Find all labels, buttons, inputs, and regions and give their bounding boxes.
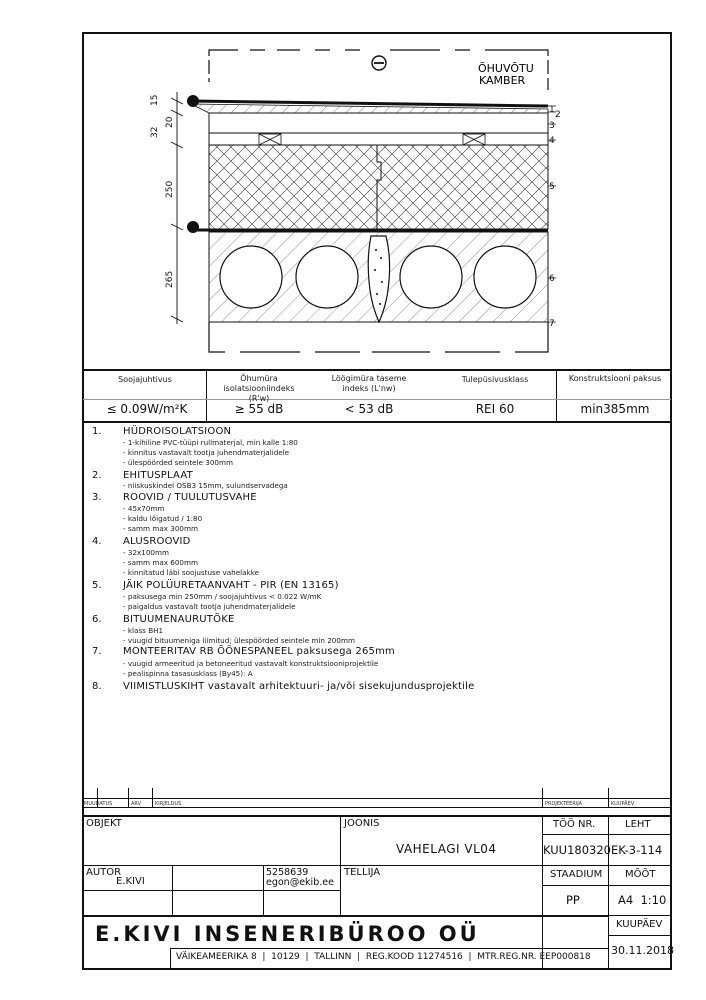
note-line: - vuugid armeeritud ja betoneeritud vastavalt konstruktsiooniprojektile (123, 659, 379, 668)
note-line: - kaldu lõigatud / 1:80 (123, 514, 203, 523)
tellija-label: TELLIJA (344, 867, 381, 878)
company-address: VÄIKEAMEERIKA 8 | 10129 | TALLINN | REG.KOOD 11274516 | MTR.REG.NR. EEP000818 (176, 952, 591, 962)
dim-20: 20 (165, 116, 175, 128)
moot-label: MÕÕT (625, 869, 656, 880)
note-title: MONTEERITAV RB ÕÕNESPANEEL paksusega 265mm (123, 646, 395, 657)
leht-value: EK-3-114 (611, 843, 663, 857)
kuupaev-value: 30.11.2018 (611, 944, 674, 957)
note-number: 3. (92, 492, 102, 503)
header-airborne: Õhumüra isolatsiooniindeks (R'w) (223, 374, 295, 403)
membrane-end-dot (187, 95, 199, 107)
rev-muudatus: MUUDATUS (84, 801, 113, 807)
note-line: - vuugid bituumeniga liimitud; ülespöörded seintele min 200mm (123, 636, 355, 645)
layer-numbers (549, 105, 561, 329)
staadium-label: STAADIUM (550, 869, 603, 880)
layer-number-7: 7 (549, 319, 555, 329)
kuupaev-label: KUUPÄEV (616, 919, 663, 930)
note-line: - 32x100mm (123, 548, 169, 557)
layer-number-2: 2 (555, 110, 561, 120)
insulation-layer (209, 145, 548, 229)
rev-kuupaev: KUUPÄEV (611, 801, 635, 807)
note-line: - niiskuskindel OSB3 15mm, sulundservadega (123, 481, 288, 490)
value-impact: < 53 dB (344, 402, 394, 416)
rev-projekteerija: PROJEKTEERIJA (545, 801, 583, 807)
header-thermal: Soojajuhtivus (118, 375, 172, 384)
header-impact: Löögimüra taseme indeks (L'nw) (331, 374, 407, 393)
note-line: - samm max 300mm (123, 524, 198, 533)
note-line: - kinnitus vastavalt tootja juhendmaterjalidele (123, 448, 290, 457)
note-line: - ülespöörded seintele 300mm (123, 458, 233, 467)
note-line: - kinnitatud läbi soojustuse vahelakke (123, 568, 260, 577)
email: egon@ekib.ee (266, 877, 334, 888)
note-title: ROOVID / TUULUTUSVAHE (123, 492, 257, 503)
too-nr-label: TÖÖ NR. (553, 819, 596, 830)
drawing-title: VAHELAGI VL04 (396, 842, 497, 856)
note-title: JÄIK POLÜURETAANVAHT - PIR (EN 13165) (123, 580, 339, 591)
value-airborne: ≥ 55 dB (234, 402, 284, 416)
dim-32: 32 (150, 126, 160, 138)
dim-15: 15 (150, 94, 160, 106)
autor-value: E.KIVI (116, 876, 145, 887)
dim-250: 250 (165, 180, 175, 198)
company-name: E.KIVI INSENERIBÜROO OÜ (95, 922, 480, 946)
vapour-barrier-end-dot (187, 221, 199, 233)
leht-label: LEHT (625, 819, 651, 830)
note-title: VIIMISTLUSKIHT vastavalt arhitektuuri- ja/või sisekujundusprojektile (123, 681, 475, 692)
batten-layer (209, 113, 548, 133)
chamber-label-2: KAMBER (479, 74, 526, 87)
note-line: - paksusega min 250mm / soojajuhtivus < 0.022 W/mK (123, 592, 322, 601)
header-thickness: Konstruktsiooni paksus (568, 374, 662, 383)
dimension-texts (150, 95, 175, 288)
note-line: - pealispinna tasasusklass (By45): A (123, 669, 253, 678)
header-fire: Tulepüsivusklass (461, 375, 529, 384)
note-number: 5. (92, 580, 102, 591)
layer-number-1: 1 (549, 105, 555, 115)
note-number: 8. (92, 681, 102, 692)
note-title: BITUUMENAURUTÕKE (123, 614, 235, 625)
too-nr-value: KUU180320 (543, 843, 611, 857)
value-fire: REI 60 (475, 402, 515, 416)
layer-number-3: 3 (549, 121, 555, 131)
note-title: ALUSROOVID (123, 536, 191, 547)
rev-arv: ARV (131, 801, 142, 807)
note-title: EHITUSPLAAT (123, 470, 193, 481)
autor-label: AUTOR (86, 867, 122, 878)
layer-number-4: 4 (549, 136, 555, 146)
note-title: HÜDROISOLATSIOON (123, 426, 232, 437)
note-number: 2. (92, 470, 102, 481)
note-number: 4. (92, 536, 102, 547)
dim-265: 265 (165, 270, 175, 288)
rev-kirjeldus: KIRJELDUS (155, 801, 182, 807)
layer-number-5: 5 (549, 182, 555, 192)
staadium-value: PP (566, 893, 580, 907)
note-line: - 45x70mm (123, 504, 165, 513)
objekt-label: OBJEKT (86, 818, 122, 829)
section-drawing (0, 0, 706, 370)
note-number: 1. (92, 426, 102, 437)
lower-chamber-outline (209, 322, 548, 352)
note-line: - paigaldus vastavalt tootja juhendmaterjalidele (123, 602, 296, 611)
joonis-label: JOONIS (344, 818, 380, 829)
note-line: - samm max 600mm (123, 558, 198, 567)
note-line: - 1-kihiline PVC-tüüpi rullmaterjal, min kalle 1:80 (123, 438, 298, 447)
value-thickness: min385mm (580, 402, 650, 416)
note-line: - klass BH1 (123, 626, 164, 635)
value-thermal: ≤ 0.09W/m²K (106, 402, 188, 416)
note-number: 7. (92, 646, 102, 657)
layer-number-6: 6 (549, 274, 555, 284)
note-number: 6. (92, 614, 102, 625)
moot-value: A4 1:10 (618, 893, 667, 907)
phone: 5258639 (266, 867, 309, 878)
chamber-label-1: ÕHUVÕTU (478, 62, 534, 75)
minus-symbol (372, 56, 386, 70)
